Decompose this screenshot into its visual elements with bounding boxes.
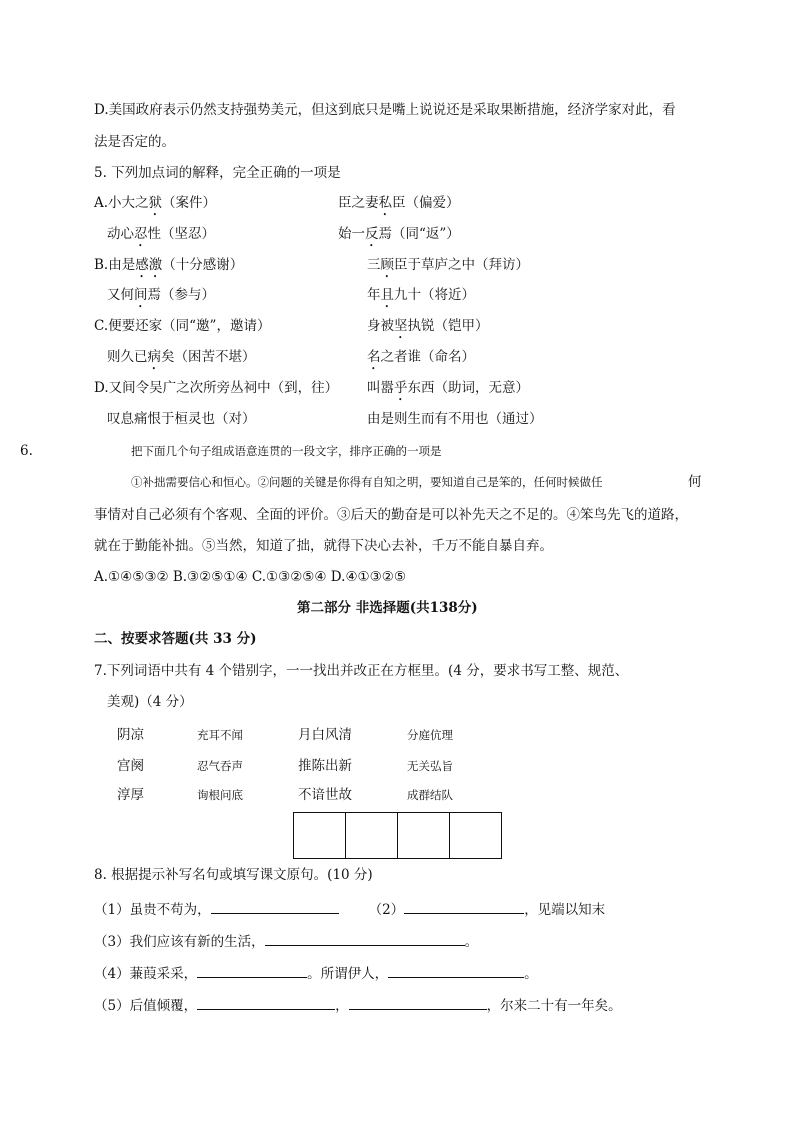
q5-option-d-item4: 由是则生而有不用也（通过） [367,411,543,427]
answer-blank[interactable] [197,995,335,1010]
q5-option-d-item1: D.又间令吴广之次所旁丛祠中（到，往） [94,380,339,396]
q7-word: 不谙世故 [298,787,352,803]
q8-line2: （3）我们应该有新的生活， 。 [94,931,478,951]
q7-stem-line1: 7.下列词语中共有 4 个错别字，一一找出并改正在方框里。(4 分，要求书写工整、规范、 [94,663,629,679]
q7-word: 推陈出新 [298,758,352,774]
q5-option-b-item3: 又何间焉（参与） [107,287,215,303]
q6-options: A.①④⑤③② B.③②⑤①④ C.①③②⑤④ D.④①③②⑤ [94,569,406,585]
answer-blank[interactable] [211,899,339,914]
q7-word: 成群结队 [407,788,453,802]
q8-line4: （5）后值倾覆， ， ，尔来二十有一年矣。 [94,995,622,1015]
q8-stem: 8. 根据提示补写名句或填写课文原句。(10 分) [94,867,373,883]
q6-number: 6. [20,443,33,459]
q7-word: 无关弘旨 [407,759,453,773]
q6-para-line3: 就在于勤能补拙。⑤当然，知道了拙，就得下决心去补，千万不能自暴自弃。 [94,538,553,554]
q5-option-d-item2: 叫嚣乎东西（助词，无意） [367,380,529,396]
q6-para-line2: 事情对自己必须有个客观、全面的评价。③后天的勤奋是可以补先天之不足的。④笨鸟先飞的道路， [94,507,688,523]
q5-option-b-item2: 三顾臣于草庐之中（拜访） [367,257,529,273]
correction-box[interactable] [346,813,398,858]
q4-option-d-line2: 法是否定的。 [94,134,175,150]
correction-box[interactable] [398,813,450,858]
q5-option-a-item3: 动心忍性（坚忍） [107,226,215,242]
answer-blank[interactable] [388,963,524,978]
q7-word: 阴凉 [117,727,144,743]
q7-word: 忍气吞声 [197,759,243,773]
q5-option-c-item1: C.便要还家（同“邀”，邀请） [94,318,271,334]
q7-word: 宫阕 [117,758,144,774]
q7-word: 询根问底 [197,788,243,802]
q7-word: 充耳不闻 [197,728,243,742]
q5-option-c-item3: 则久已病矣（困苦不堪） [107,349,256,365]
q5-option-c-item4: 名之者谁（命名） [367,349,475,365]
q5-option-b-item1: B.由是感激（十分感谢） [94,257,244,273]
q7-word: 月白风清 [298,727,352,743]
q8-line1: （1）虽贵不苟为， （2） ，见端以知末 [94,899,605,919]
q7-word: 淳厚 [117,787,144,803]
q6-stem: 把下面几个句子组成语意连贯的一段文字，排序正确的一项是 [131,444,442,458]
answer-blank[interactable] [197,963,307,978]
answer-blank[interactable] [404,899,524,914]
q7-stem-line2: 美观)（4 分） [107,694,193,710]
q5-stem: 5. 下列加点词的解释，完全正确的一项是 [94,165,341,181]
answer-blank[interactable] [265,931,465,946]
q5-option-a-item4: 始一反焉（同“返”） [338,226,460,242]
q6-para-line1-end: 何 [688,474,702,490]
q5-option-b-item4: 年且九十（将近） [367,287,475,303]
correction-box[interactable] [294,813,346,858]
q5-option-a-item1: A.小大之狱（案件） [94,195,217,211]
q8-line3: （4）蒹葭采采， 。所谓伊人， 。 [94,963,538,983]
q6-para-line1: ①补拙需要信心和恒心。②问题的关键是你得有自知之明，要知道自己是笨的，任何时候做任 [131,475,603,489]
q7-word: 分庭伉理 [407,728,453,742]
part2-title: 第二部分 非选择题(共138分) [297,600,478,616]
q5-option-a-item2: 臣之妻私臣（偏爱） [338,195,460,211]
correction-box[interactable] [450,813,501,858]
q4-option-d-line1: D.美国政府表示仍然支持强势美元，但这到底只是嘴上说说还是采取果断措施，经济学家对此，看 [94,102,676,118]
answer-blank[interactable] [349,995,487,1010]
q5-option-c-item2: 身被坚执锐（铠甲） [367,318,489,334]
correction-box-grid [293,812,502,859]
section2-heading: 二、按要求答题(共 33 分) [94,631,257,647]
q5-option-d-item3: 叹息痛恨于桓灵也（对） [107,411,256,427]
